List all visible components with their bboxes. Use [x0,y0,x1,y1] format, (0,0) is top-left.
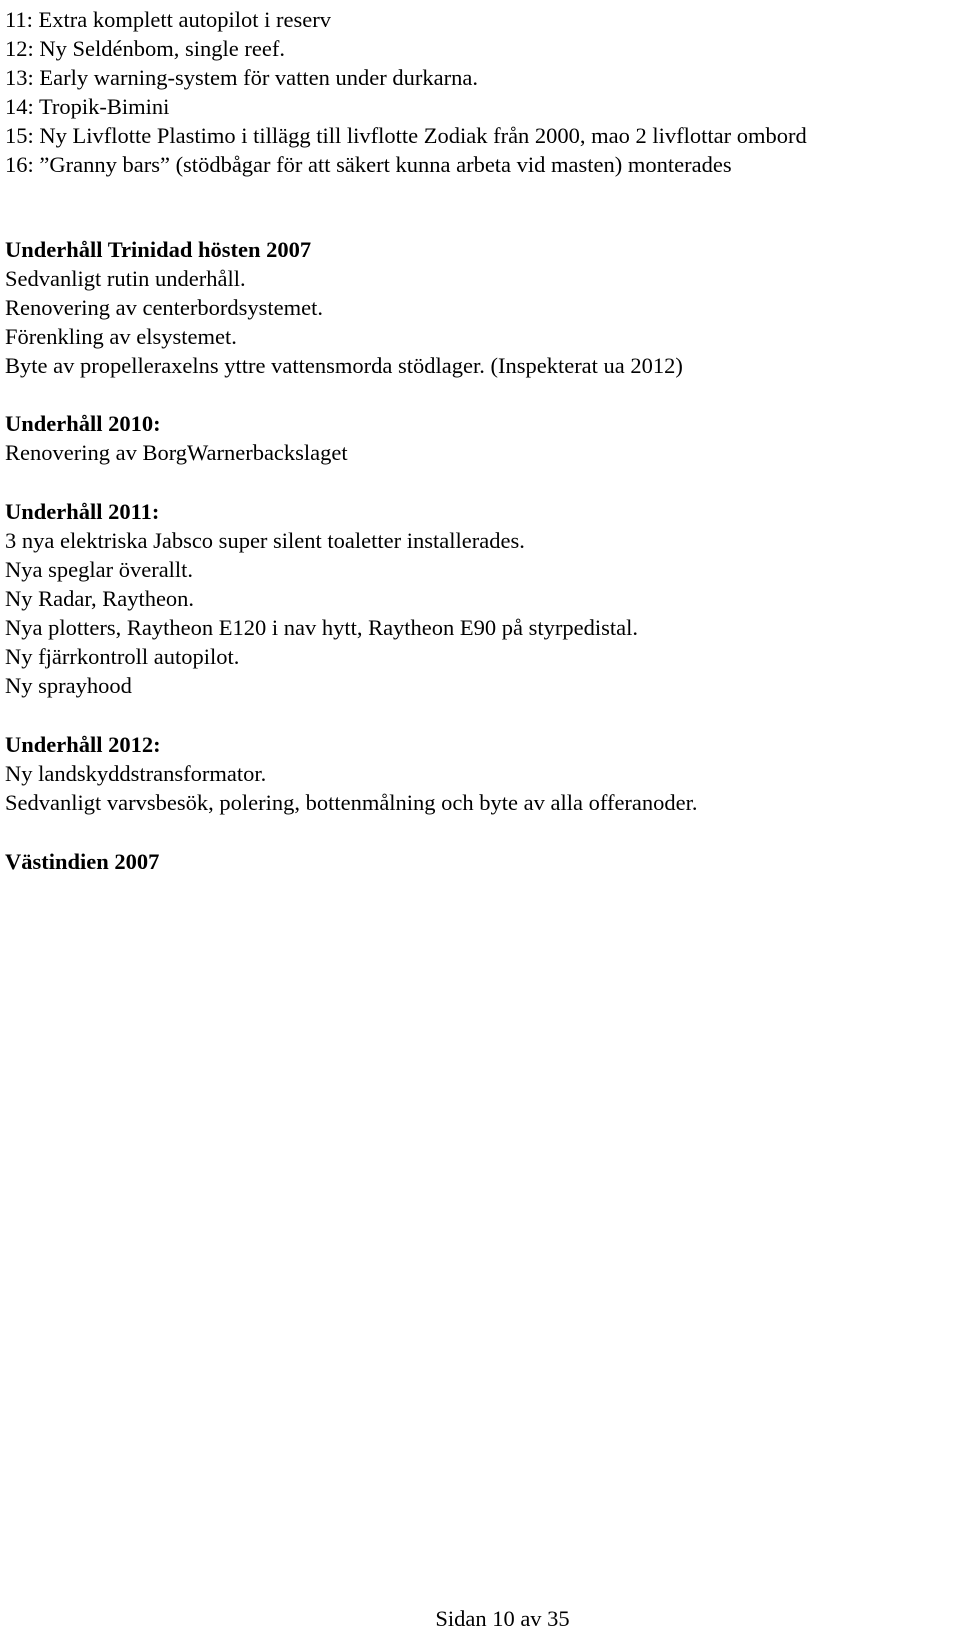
list-item: 11: Extra komplett autopilot i reserv [5,7,331,32]
body-line: Förenkling av elsystemet. [5,324,237,349]
page-number: Sidan 10 av 35 [435,1606,570,1631]
body-line: 3 nya elektriska Jabsco super silent toaletter installerades. [5,528,525,553]
body-line: Ny sprayhood [5,673,132,698]
body-line: Renovering av centerbordsystemet. [5,295,324,320]
section-heading: Västindien 2007 [5,849,160,874]
body-line: Nya speglar överallt. [5,557,194,582]
list-item: 14: Tropik-Bimini [5,94,170,119]
list-item: 12: Ny Seldénbom, single reef. [5,36,285,61]
body-line: Byte av propelleraxelns yttre vattensmorda stödlager. (Inspekterat ua 2012) [5,353,683,378]
section-heading: Underhåll 2010: [5,411,161,436]
section-heading: Underhåll 2011: [5,499,160,524]
list-item: 13: Early warning-system för vatten under durkarna. [5,65,478,90]
section-heading: Underhåll Trinidad hösten 2007 [5,237,312,262]
body-line: Nya plotters, Raytheon E120 i nav hytt, Raytheon E90 på styrpedistal. [5,615,639,640]
section-heading: Underhåll 2012: [5,732,161,757]
body-line: Sedvanligt rutin underhåll. [5,266,246,291]
body-line: Renovering av BorgWarnerbackslaget [5,440,348,465]
body-line: Ny landskyddstransformator. [5,761,267,786]
body-line: Ny Radar, Raytheon. [5,586,195,611]
body-line: Sedvanligt varvsbesök, polering, bottenmålning och byte av alla offeranoder. [5,790,698,815]
list-item: 15: Ny Livflotte Plastimo i tillägg till livflotte Zodiak från 2000, mao 2 livflottar ombord [5,123,807,148]
body-line: Ny fjärrkontroll autopilot. [5,644,240,669]
list-item: 16: ”Granny bars” (stödbågar för att säkert kunna arbeta vid masten) monterades [5,152,732,177]
page-number-footer [0,1604,960,1634]
